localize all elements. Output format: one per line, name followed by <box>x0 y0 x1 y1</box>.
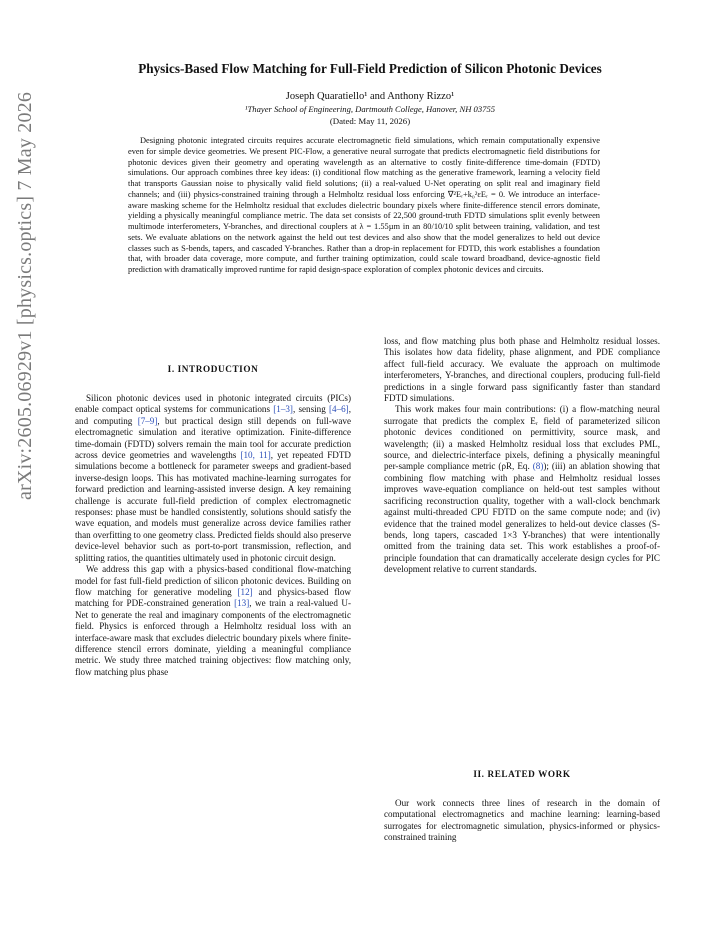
text-span: and physics-based flow matching for PDE-constrained generation <box>75 586 351 609</box>
citation-link[interactable]: [4–6] <box>329 404 349 415</box>
citation-link[interactable]: [7–9] <box>137 415 158 426</box>
text-span: , sensing <box>292 404 330 415</box>
intro-paragraph-1 <box>75 393 351 564</box>
related-work-column <box>384 798 660 844</box>
paper-authors: Joseph Quaratiello¹ and Anthony Rizzo¹ <box>285 91 455 102</box>
intro-paragraph-3: loss, and flow matching plus both phase and Helmholtz residual losses. This isolates how data fidelity, phase alignment, and PDE compliance affect full-field accuracy. We evaluate the approach on multimode interferometers, Y-branches, and directional couplers, producing full-field predictions in a single forward pass significantly faster than standard FDTD simulations. <box>384 336 660 404</box>
section-heading-related-work: II. RELATED WORK <box>473 769 571 779</box>
paper-affiliation: ¹Thayer School of Engineering, Dartmouth College, Hanover, NH 03755 <box>244 104 496 114</box>
intro-paragraph-4 <box>384 404 660 575</box>
citation-link[interactable]: [1–3] <box>273 404 293 415</box>
paper-title: Physics-Based Flow Matching for Full-Field Prediction of Silicon Photonic Devices <box>138 61 602 76</box>
abstract: Designing photonic integrated circuits requires accurate electromagnetic field simulations, which remain computationally expensive even for simple device geometries. We present PIC-Flow, a generative neural surrogate that predicts electromagnetic field distributions for photonic devices given their geometry and operating wavelength as an alternative to costly finite-difference time-domain (FDTD) simulations. Our approach combines three key ideas: (i) conditional flow matching as the generative framework, learning a velocity field that transports Gaussian noise to physically valid field solutions; (ii) a real-valued U-Net operating on split real and imaginary field channels; and (iii) physics-constrained training through a Helmholtz residual loss enforcing ∇²Eᵣ+k₀²εEᵣ = 0. We introduce an interface-aware masking scheme for the Helmholtz residual that excludes dielectric boundary pixels where finite-difference stencil errors dominate, yielding a physically meaningful compliance metric. The data set consists of 22,500 ground-truth FDTD simulations split evenly between multimode interferometers, Y-branches, and directional couplers at λ = 1.55µm in an 80/10/10 split between training, validation, and test sets. We evaluate ablations on the network against the held out test devices and also show that the model generalizes to held out device classes such as S-bends, tapers, and cascaded Y-branches. Rather than a drop-in replacement for FDTD, this work establishes a foundation that, with broader data coverage, more compute, and further training optimization, could scale toward broadband, device-agnostic field prediction with dramatically improved runtime for rapid design-space exploration of complex photonic devices and circuits. <box>128 136 600 274</box>
text-span: , but practical design still depends on full-wave electromagnetic simulation and iterative optimization. Finite-difference time-domain (FDTD) solvers remain the main tool for accurate prediction across device geometries and wavelengths <box>75 415 351 461</box>
text-span: We address this gap with a physics-based conditional flow-matching model for fast full-field prediction of silicon photonic devices. Building on flow matching for generative modeling <box>75 564 351 597</box>
citation-link[interactable]: [12] <box>237 586 253 597</box>
arxiv-identifier: arXiv:2605.06929v1 [physics.optics] 7 May 2026 <box>14 91 36 500</box>
related-work-paragraph-1: Our work connects three lines of research in the domain of computational electromagnetics and machine learning: learning-based surrogates for electromagnetic simulation, physics-informed or physics-constrained training <box>384 798 660 843</box>
citation-link[interactable]: [13] <box>234 598 250 609</box>
section-heading-introduction: I. INTRODUCTION <box>167 364 259 374</box>
text-span: , we train a real-valued U-Net to generate the real and imaginary components of the electromagnetic field. Physics is enforced through a Helmholtz residual loss with an interface-aware mask that excludes dielectric boundary pixels where finite-difference stencil errors dominate, yielding a meaningful compliance metric. We study three matched training objectives: flow matching only, flow matching plus phase <box>75 598 351 677</box>
intro-paragraph-2 <box>75 564 351 678</box>
left-column <box>75 393 351 678</box>
right-column <box>384 336 660 576</box>
text-span: , and computing <box>75 404 351 426</box>
paper-date: (Dated: May 11, 2026) <box>329 116 411 126</box>
text-span: ); (iii) an ablation showing that combining flow matching with phase and Helmholtz residual losses improves wave-equation compliance on held-out test samples without sacrificing reconstruction quality, together with a wall-clock benchmark against multi-threaded CPU FDTD on the same compute node; and (iv) evidence that the trained model generalizes to held-out device classes (S-bends, long tapers, cascaded 1×3 Y-branches) that were intentionally omitted from the training data set. This work establishes a proof-of-principle foundation that can dramatically accelerate design cycles for PIC development relative to current standards. <box>384 461 660 575</box>
text-span: , yet repeated FDTD simulations become a bottleneck for parameter sweeps and gradient-based inverse-design loops. This has motivated machine-learning surrogates for forward prediction and learning-assisted inverse design. A key remaining challenge is accurate full-field prediction of complex electromagnetic responses: phase must be handled consistently, solutions should satisfy the wave equation, and models must generalize across device families rather than overfitting to one geometry class. Predicted fields should also preserve device-level behavior such as port-to-port transmission, reflection, and splitting ratios, the quantities ultimately used in photonic circuit design. <box>75 450 351 563</box>
text-span: This work makes four main contributions: (i) a flow-matching neural surrogate that predicts the complex Eᵣ field of parameterized silicon photonic devices conditioned on permittivity, source mask, and wavelength; (ii) a masked Helmholtz residual loss that excludes PML, source, and dielectric-interface pixels, defining a physically meaningful per-sample compliance metric (ρR, Eq. <box>384 404 660 472</box>
text-span: Silicon photonic devices used in photonic integrated circuits (PICs) enable compact optical systems for communications <box>75 393 351 415</box>
citation-link[interactable]: [10, 11] <box>240 450 271 461</box>
equation-reference-link[interactable]: (8) <box>532 461 544 472</box>
